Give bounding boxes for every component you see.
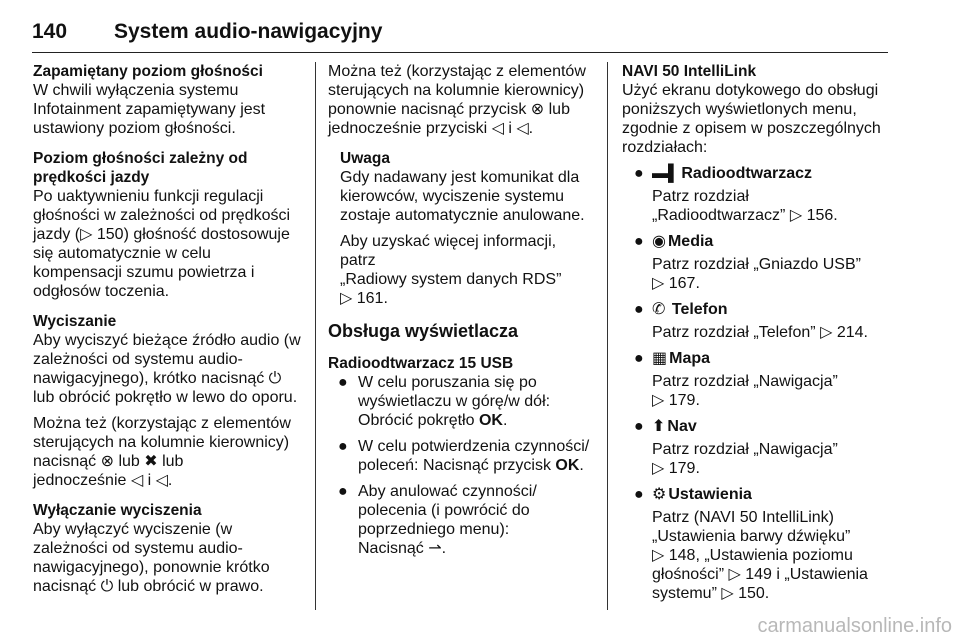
body-line: Patrz rozdział „Telefon” ▷ 214.: [652, 324, 868, 341]
menu-item-nav: ● ⬆ Nav Patrz rozdział „Nawigacja” ▷ 179.: [622, 417, 888, 478]
watermark: carmanualsonline.info: [757, 615, 952, 637]
nav-arrow-icon: ⬆: [652, 418, 666, 435]
section-heading: Poziom głośności zależny od: [33, 150, 248, 167]
body-line: polecenia (i powrócić do: [358, 502, 530, 519]
body-line: zostaje automatycznie anulowane.: [340, 207, 585, 224]
menu-item-settings: ● ⚙ Ustawienia Patrz (NAVI 50 IntelliLink) „Ustawienia barwy dźwięku” ▷ 148, „Ustawienia poziomu głośności” ▷ 149 i „Ustawienia systemu” ▷ 150.: [622, 485, 888, 603]
body-line: lub obrócić pokrętło w lewo do oporu.: [33, 389, 298, 406]
note-title: Uwaga: [340, 150, 390, 167]
body-line: Aby uzyskać więcej informacji, patrz: [340, 233, 557, 269]
body-line: Infotainment zapamiętywany jest: [33, 101, 266, 118]
body-line: Patrz rozdział „Nawigacja”: [652, 441, 838, 458]
body-line: Można też (korzystając z elementów: [33, 415, 291, 432]
body-line: jednocześnie ◁ i ◁.: [33, 472, 173, 489]
column-3: [622, 62, 888, 603]
body-line: Aby wyciszyć bieżące źródło audio (w: [33, 332, 301, 349]
body-line: ▷ 161.: [340, 290, 388, 307]
ok-label: OK: [555, 457, 580, 474]
body-line: poleceń: Nacisnąć przycisk: [358, 457, 556, 474]
body-line: Można też (korzystając z elementów: [328, 63, 586, 80]
body-line: Patrz rozdział „Nawigacja”: [652, 373, 838, 390]
sub-heading: Radioodtwarzacz 15 USB: [328, 355, 514, 372]
body-line: Patrz rozdział: [652, 188, 749, 205]
body-line: rozdziałach:: [622, 139, 708, 156]
body-line: głośności” ▷ 149 i „Ustawienia: [652, 566, 868, 583]
body-line: Gdy nadawany jest komunikat dla: [340, 169, 580, 186]
body-line: Patrz (NAVI 50 IntelliLink): [652, 509, 834, 526]
body-line: wyświetlaczu w górę/w dół:: [358, 393, 551, 410]
body-line: nacisnąć ⏻ lub obrócić w prawo.: [33, 578, 264, 595]
gear-icon: ⚙: [652, 486, 667, 503]
note-box: [328, 149, 593, 308]
body-line: „Radioodtwarzacz” ▷ 156.: [652, 207, 838, 224]
body-line: poniższych wyświetlonych menu,: [622, 101, 857, 118]
body-line: W celu potwierdzenia czynności/: [358, 438, 590, 455]
menu-item-radio: ● ▬▌ Radioodtwarzacz Patrz rozdział „Radioodtwarzacz” ▷ 156.: [622, 164, 888, 225]
list-item: ● Aby anulować czynności/ polecenia (i powrócić do poprzedniego menu): Nacisnąć ⇀.: [328, 482, 593, 558]
section-title: Obsługa wyświetlacza: [328, 321, 519, 341]
section-heading: Zapamiętany poziom głośności: [33, 63, 263, 80]
radio-icon: ▬▌: [652, 165, 680, 182]
section-heading: Wyłączanie wyciszenia: [33, 502, 202, 519]
body-line: systemu” ▷ 150.: [652, 585, 770, 602]
body-line: sterujących na kolumnie kierownicy): [328, 82, 585, 99]
menu-item-phone: ● ✆ Telefon Patrz rozdział „Telefon” ▷ 214.: [622, 300, 888, 342]
body-line: nawigacyjnego), ponownie krótko: [33, 559, 270, 576]
body-line: głośności w zależności od prędkości: [33, 207, 291, 224]
ok-label: OK: [478, 412, 503, 429]
body-line: zależności od systemu audio-: [33, 351, 243, 368]
column-2: [328, 62, 593, 558]
page-title: System audio-nawigacyjny: [114, 20, 383, 43]
column-divider: [315, 62, 316, 610]
body-line: „Radiowy system danych RDS”: [340, 271, 562, 288]
list-item: ● W celu potwierdzenia czynności/ poleceń: Nacisnąć przycisk OK.: [328, 437, 593, 475]
list-item: ● W celu poruszania się po wyświetlaczu w górę/w dół: Obrócić pokrętło OK.: [328, 373, 593, 430]
page-header: [32, 18, 888, 53]
column-divider: [607, 62, 608, 610]
body-line: się automatycznie w celu: [33, 245, 211, 262]
body-line: odgłosów toczenia.: [33, 283, 170, 300]
body-line: zależności od systemu audio-: [33, 540, 243, 557]
body-line: jednocześnie przyciski ◁ i ◁.: [328, 120, 534, 137]
body-line: Obrócić pokrętło: [358, 412, 479, 429]
body-line: W celu poruszania się po: [358, 374, 537, 391]
body-line: zgodnie z opisem w poszczególnych: [622, 120, 881, 137]
phone-icon: ✆: [652, 301, 666, 318]
body-line: sterujących na kolumnie kierownicy): [33, 434, 290, 451]
body-line: Aby wyłączyć wyciszenie (w: [33, 521, 233, 538]
page-number: 140: [32, 20, 68, 43]
section-heading: prędkości jazdy: [33, 169, 150, 186]
media-icon: ◉: [652, 233, 666, 250]
punct: .: [502, 412, 508, 429]
body-line: kierowców, wyciszenie systemu: [340, 188, 565, 205]
body-line: Aby anulować czynności/: [358, 483, 537, 500]
punct: .: [579, 457, 584, 474]
body-line: W chwili wyłączenia systemu: [33, 82, 239, 99]
section-heading: NAVI 50 IntelliLink: [622, 63, 757, 80]
body-line: ▷ 179.: [652, 392, 700, 409]
body-line: ▷ 179.: [652, 460, 700, 477]
body-line: Po uaktywnieniu funkcji regulacji: [33, 188, 264, 205]
body-line: ▷ 167.: [652, 275, 700, 292]
section-heading: Wyciszanie: [33, 313, 117, 330]
body-line: nawigacyjnego), krótko nacisnąć ⏻: [33, 370, 282, 387]
body-line: Nacisnąć ⇀.: [358, 540, 447, 557]
body-line: Użyć ekranu dotykowego do obsługi: [622, 82, 879, 99]
body-line: nacisnąć ⊗ lub ✖ lub: [33, 453, 184, 470]
body-line: Patrz rozdział „Gniazdo USB”: [652, 256, 861, 273]
column-1: [33, 62, 301, 596]
menu-item-map: ● ▦ Mapa Patrz rozdział „Nawigacja” ▷ 179.: [622, 349, 888, 410]
body-line: ▷ 148, „Ustawienia poziomu: [652, 547, 853, 564]
body-line: kompensacji szumu powietrza i: [33, 264, 255, 281]
body-line: poprzedniego menu):: [358, 521, 510, 538]
body-line: ponownie nacisnąć przycisk ⊗ lub: [328, 101, 570, 118]
body-line: jazdy (▷ 150) głośność dostosowuje: [33, 226, 290, 243]
body-line: ustawiony poziom głośności.: [33, 120, 236, 137]
map-icon: ▦: [652, 350, 668, 367]
body-line: „Ustawienia barwy dźwięku”: [652, 528, 851, 545]
menu-item-media: ● ◉ Media Patrz rozdział „Gniazdo USB” ▷ 167.: [622, 232, 888, 293]
